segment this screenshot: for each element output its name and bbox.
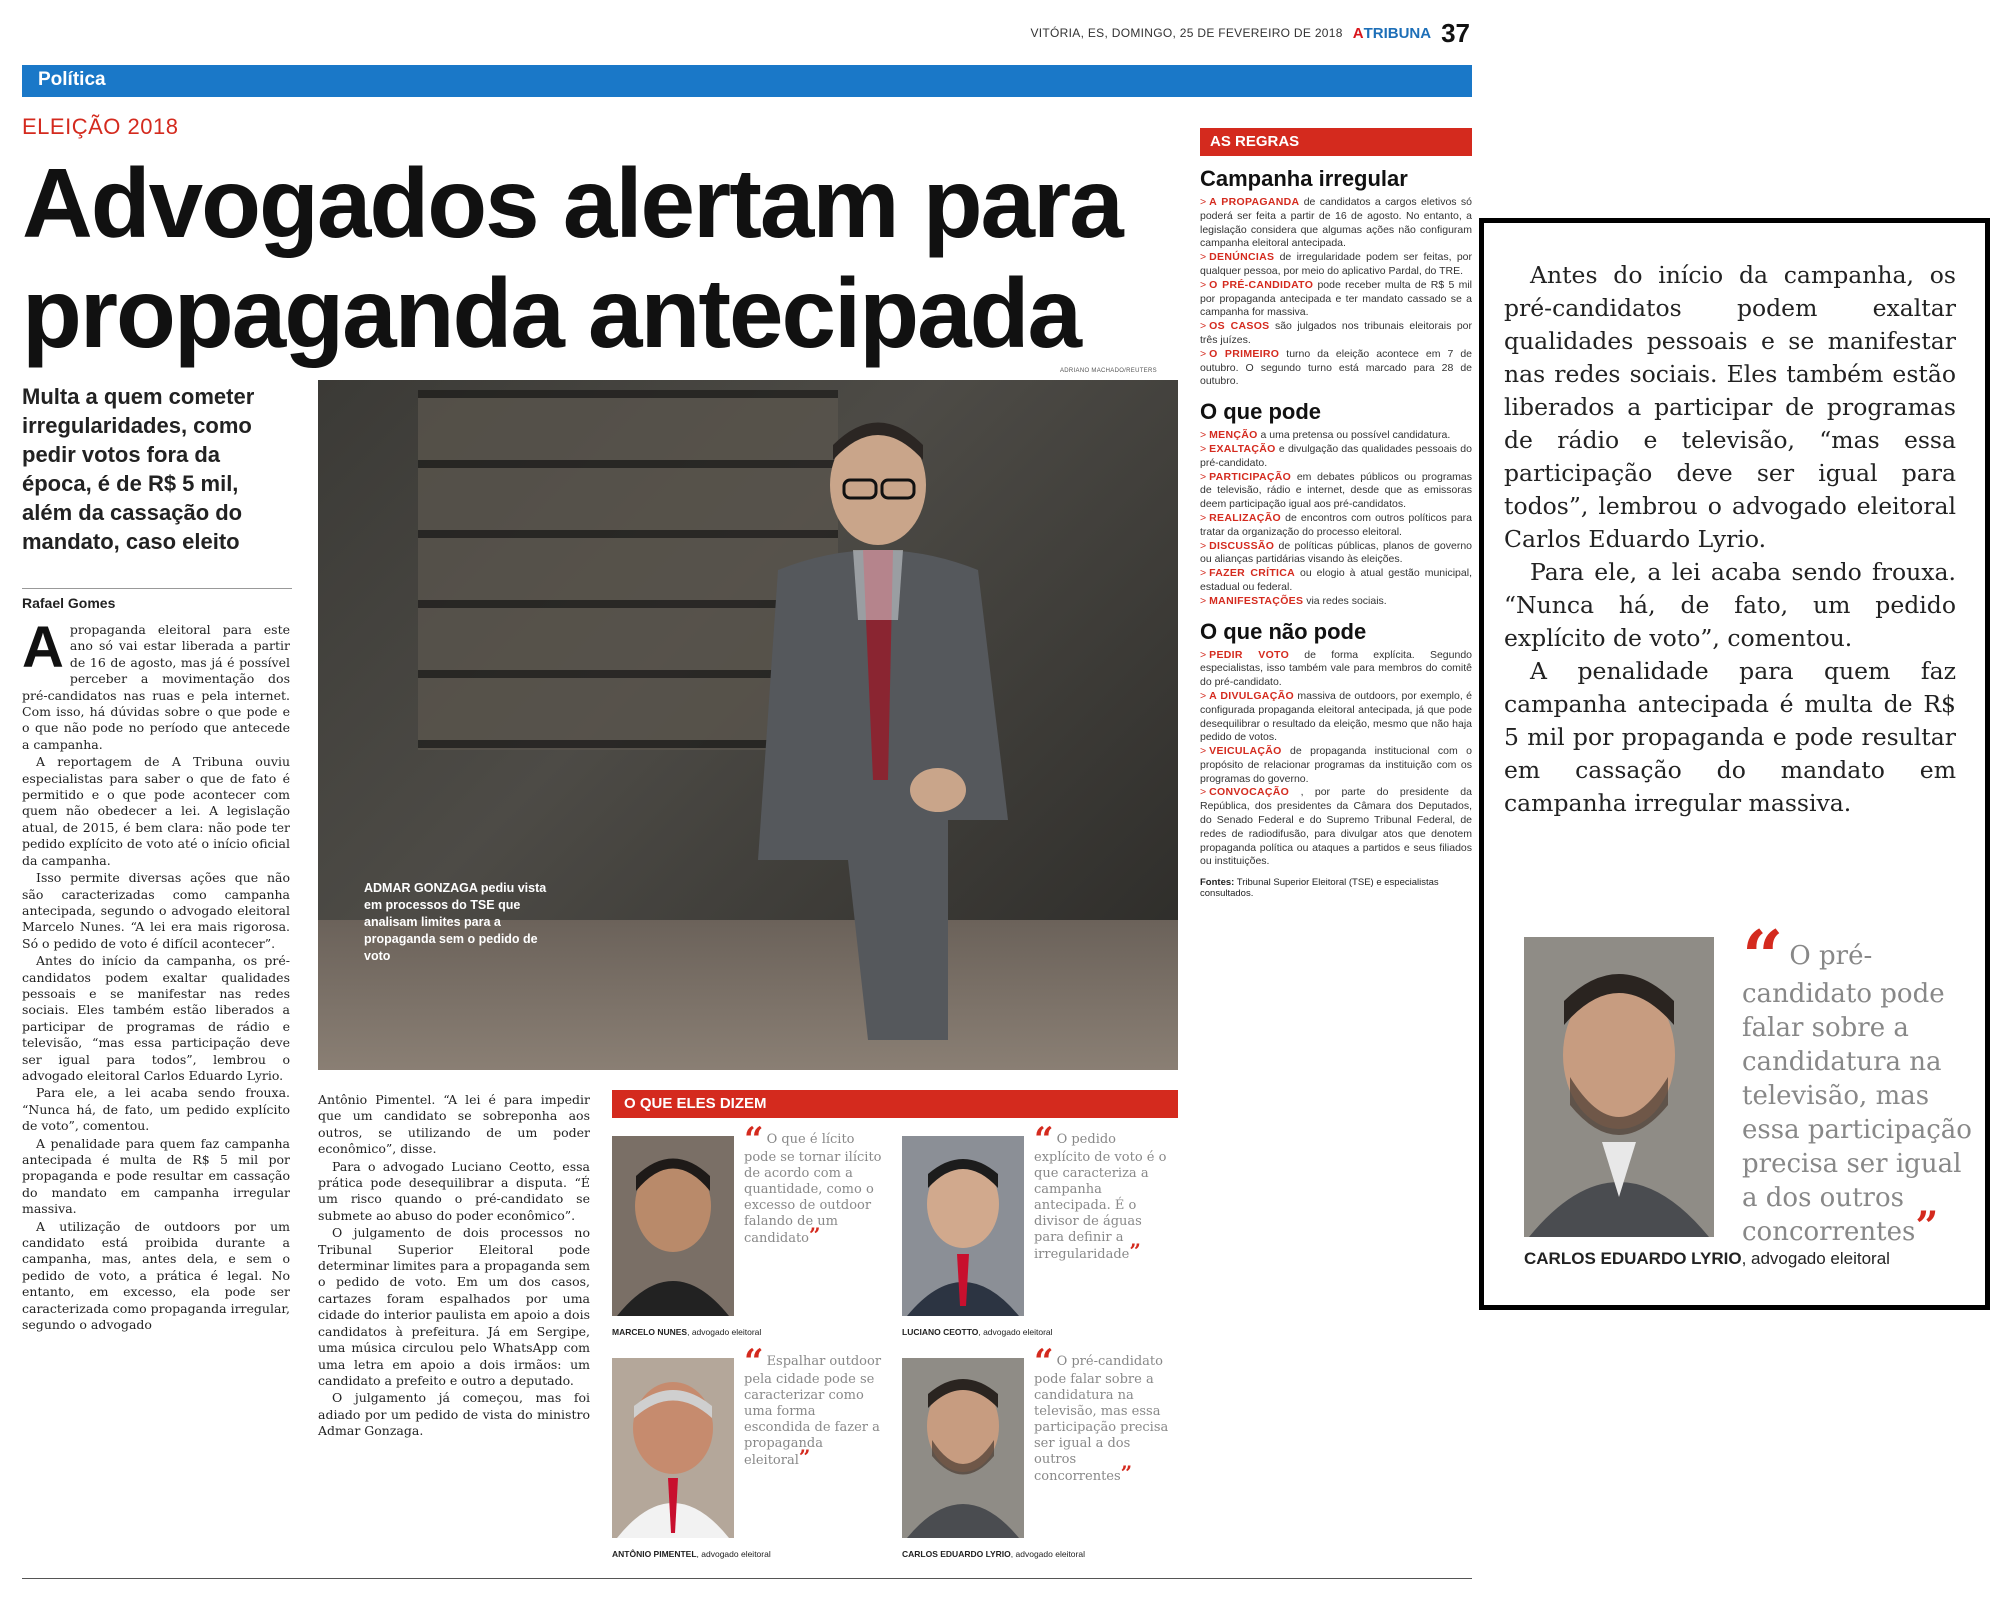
rules-item [1200,471,1472,512]
dropcap: A [22,615,64,680]
rules-list [1200,196,1472,389]
quote-text: “ O pré-candidato pode falar sobre a candidatura na televisão, mas essa participação precisa ser igual a dos outros concorrentes” [1034,1342,1169,1485]
arrow-icon: > [1200,429,1207,442]
zoom-inset [1479,218,1990,1310]
quote-attribution: ANTÔNIO PIMENTEL, advogado eleitoral [612,1549,771,1559]
rules-sidebar [1200,128,1472,899]
rules-keyword: OS CASOS [1209,320,1270,333]
rules-keyword: O PRIMEIRO [1209,347,1280,360]
quote-attribution: MARCELO NUNES, advogado eleitoral [612,1327,762,1337]
rules-keyword: REALIZAÇÃO [1209,511,1281,524]
rules-keyword: EXALTAÇÃO [1209,442,1276,455]
rules-text: turno da eleição acontece em 7 de outubro. O segundo turno está marcado para 28 de outubro. [1200,347,1472,388]
rules-list [1200,649,1472,870]
rules-item [1200,429,1472,443]
portrait-antonio-pimentel [612,1358,734,1538]
arrow-icon: > [1200,594,1207,607]
rules-text: de políticas públicas, planos de governo ou alianças partidárias visando às eleições. [1200,539,1473,566]
arrow-icon: > [1200,689,1207,702]
rules-item [1200,512,1472,540]
article-paragraph: Para o advogado Luciano Ceotto, essa prática pode desequilibrar a disputa. “É um risco quando o pré-candidato se submete ao abuso do poder econômico”. [318,1158,590,1223]
quotes-title-bar [612,1090,1178,1118]
rules-item [1200,540,1472,568]
arrow-icon: > [1200,196,1207,208]
quote-text: “ Espalhar outdoor pela cidade pode se caracterizar como uma forma escondida de fazer a propaganda eleitoral” [744,1342,882,1469]
article-paragraph: O julgamento de dois processos no Tribunal Superior Eleitoral pode determinar limites para a propaganda sem o pedido de voto. Em um dos casos, cartazes foram espalhados por uma cidade do interior paulista em apoio a dois candidatos à prefeitura. Já em Sergipe, uma música circulou pelo WhatsApp com uma letra em apoio a dois irmãos: um candidato a prefeito e outro a deputado. [318,1225,590,1388]
rules-keyword: MANIFESTAÇÕES [1209,594,1304,607]
deck: Multa a quem cometer irregularidades, como pedir votos fora da época, é de R$ 5 mil, além da cassação do mandato, caso eleito [22,384,255,554]
masthead [1010,18,1470,48]
close-quote-icon: ” [1129,1239,1141,1263]
rules-text: a uma pretensa ou possível candidatura. [1260,429,1451,442]
rules-item [1200,690,1472,745]
open-quote-icon: “ [1742,914,1784,999]
arrow-icon: > [1200,347,1207,360]
arrow-icon: > [1200,470,1207,483]
rules-item [1200,595,1472,609]
rules-list [1200,429,1472,608]
open-quote-icon: “ [1034,1120,1054,1160]
zoom-portrait-carlos-eduardo-lyrio [1524,937,1714,1237]
article-paragraph: A utilização de outdoors por um candidato está proibida durante a campanha, mas, antes dela, e sem o pedido de voto, a prática é legal. No entanto, em excesso, ela pode ser caracterizada como propaganda irregular, segundo o advogado [22,1218,290,1333]
rules-section-title: O que pode [1200,399,1321,425]
rules-item [1200,348,1472,389]
rules-keyword: CONVOCAÇÃO [1209,786,1290,799]
article-paragraph: Apropaganda eleitoral para este ano só vai estar liberada a partir de 16 de agosto, mas já é possível perceber a movimentação dos pré-candidatos nas ruas e pela internet. Com isso, há dúvidas sobre o que pode e o que não pode no período que antecede a campanha. [22,615,290,752]
arrow-icon: > [1200,278,1207,291]
rules-item [1200,251,1472,279]
kicker: ELEIÇÃO 2018 [22,114,179,139]
main-photo [318,380,1178,1070]
arrow-icon: > [1200,442,1207,455]
arrow-icon: > [1200,648,1207,661]
zoom-attribution: CARLOS EDUARDO LYRIO, advogado eleitoral [1524,1249,1890,1268]
close-quote-icon: ” [809,1223,821,1247]
rules-keyword: PARTICIPAÇÃO [1209,470,1292,483]
rules-tag: AS REGRAS [1200,128,1472,156]
page-number: 37 [1441,17,1470,48]
rules-item [1200,279,1472,320]
arrow-icon: > [1200,511,1207,524]
rules-text: de propaganda institucional com o propósito de relacionar programas da instituição com os programas do governo. [1200,745,1472,785]
article-paragraph: A penalidade para quem faz campanha antecipada é multa de R$ 5 mil por propaganda e pode resultar em cassação do mandato em campanha irregular massiva. [22,1135,290,1217]
portrait-luciano-ceotto [902,1136,1024,1316]
bottom-rule [22,1578,1472,1579]
rules-keyword: VEICULAÇÃO [1209,745,1282,758]
quote-text: “ O que é lícito pode se tornar ilícito de acordo com a quantidade, como o excesso de outdoor falando de um candidato” [744,1120,882,1247]
arrow-icon: > [1200,539,1207,552]
quote-text: “ O pedido explícito de voto é o que caracteriza a campanha antecipada. É o divisor de águas para definir a irregularidade” [1034,1120,1167,1263]
rules-keyword: DISCUSSÃO [1209,539,1275,552]
arrow-icon: > [1200,567,1207,580]
arrow-icon: > [1200,251,1207,264]
arrow-icon: > [1200,745,1207,758]
rules-text: massiva de outdoors, por exemplo, é configurada propaganda eleitoral antecipada, já que pode desequilibrar o resultado da eleição, mesmo que não haja pedido de votos. [1200,689,1472,744]
article-paragraph: Isso permite diversas ações que não são caracterizadas como campanha antecipada, segundo o advogado eleitoral Marcelo Nunes. “A lei era mais rigorosa. Só o pedido de voto é difícil acontecer”. [22,870,290,951]
rules-section-title: O que não pode [1200,618,1367,644]
person-photo-admar [748,400,1048,1050]
rules-text: via redes sociais. [1306,594,1387,607]
rules-text: de candidatos a cargos eletivos só poderá ser feita a partir de 16 de agosto. No entanto, a legislação considera que algumas ações não configuram campanha eleitoral antecipada. [1200,196,1472,250]
zoom-text [1504,259,1956,820]
headline: Advogados alertam para propaganda antecipada [22,148,1122,368]
rules-keyword: MENÇÃO [1209,429,1258,442]
rules-item [1200,196,1472,251]
quote-attribution: LUCIANO CEOTTO, advogado eleitoral [902,1327,1053,1337]
quotes-box [612,1090,1178,1570]
portrait-carlos-eduardo-lyrio [902,1358,1024,1538]
rules-text: e divulgação das qualidades pessoais do pré-candidato. [1200,442,1472,469]
rules-keyword: PEDIR VOTO [1209,648,1290,661]
rules-sections [1200,166,1472,869]
article-column-2 [318,1092,590,1441]
newspaper-logo: ATRIBUNA [1352,24,1432,42]
rules-text: são julgados nos tribunais eleitorais por três juízes. [1200,320,1473,346]
rules-item [1200,443,1472,471]
zoom-paragraph: Antes do início da campanha, os pré-candidatos podem exaltar qualidades pessoais e se manifestar nas redes sociais. Eles também estão liberados a participar de programas de rádio e televisão, “mas essa participação deve ser igual para todos”, lembrou o advogado eleitoral Carlos Eduardo Lyrio. [1504,261,1956,553]
open-quote-icon: “ [744,1120,764,1160]
article-paragraph: O julgamento já começou, mas foi adiado por um pedido de vista do ministro Admar Gonzaga. [318,1390,590,1439]
quote-card [902,1342,1177,1572]
close-quote-icon: ” [798,1445,811,1469]
section-bar [22,65,1472,97]
rules-text: em debates públicos ou programas de televisão, rádio e internet, desde que as emissoras deem participação igual aos pré-candidatos. [1200,470,1473,511]
zoom-quote: “ O pré-candidato pode falar sobre a candidatura na televisão, mas essa participação precisa ser igual a dos outros concorrentes” [1742,914,1972,1250]
rules-keyword: A PROPAGANDA [1209,196,1300,208]
article-paragraph: Para ele, a lei acaba sendo frouxa. “Nunca há, de fato, um pedido explícito de voto”, comentou. [22,1085,290,1134]
quote-card [612,1342,887,1572]
article-paragraph: Antônio Pimentel. “A lei é para impedir que um candidato se sobreponha aos outros, se utilizando de um poder econômico”, disse. [318,1092,590,1157]
rules-item [1200,786,1472,869]
quote-attribution: CARLOS EDUARDO LYRIO, advogado eleitoral [902,1549,1085,1559]
rules-keyword: FAZER CRÍTICA [1209,567,1296,580]
open-quote-icon: “ [744,1342,764,1382]
article-column-1 [22,615,290,1334]
rules-text: de encontros com outros políticos para tratar da organização do processo eleitoral. [1200,511,1473,538]
rules-item [1200,745,1472,786]
rules-text: de irregularidade podem ser feitas, por qualquer pessoa, por meio do aplicativo Pardal, do TRE. [1200,251,1472,277]
article-paragraph: Antes do início da campanha, os pré-candidatos podem exaltar qualidades pessoais e se manifestar nas redes sociais. Eles também estão liberados a participar de programas de rádio e televisão, “mas essa participação deve ser igual para todos”, lembrou o advogado eleitoral Carlos Eduardo Lyrio. [22,953,290,1083]
rules-section-title: Campanha irregular [1200,166,1408,191]
rules-keyword: A DIVULGAÇÃO [1209,689,1294,702]
zoom-paragraph: Para ele, a lei acaba sendo frouxa. “Nunca há, de fato, um pedido explícito de voto”, comentou. [1504,558,1956,652]
rules-keyword: O PRÉ-CANDIDATO [1209,278,1314,291]
sources: Fontes: Tribunal Superior Eleitoral (TSE) e especialistas consultados. [1200,877,1439,900]
rules-text: pode receber multa de R$ 5 mil por propaganda antecipada e ter mandato cassado se a campanha for massiva. [1200,278,1472,319]
quotes-title: O QUE ELES DIZEM [624,1095,767,1112]
rules-keyword: DENÚNCIAS [1209,251,1275,264]
quote-card [612,1120,887,1350]
arrow-icon: > [1200,320,1207,333]
zoom-paragraph: A penalidade para quem faz campanha antecipada é multa de R$ 5 mil por propaganda e pode resultar em cassação do mandato em campanha irregular massiva. [1504,657,1956,817]
rules-text: , por parte do presidente da República, dos presidentes da Câmara dos Deputados, do Senado Federal e do Supremo Tribunal Federal, de redes de radiodifusão, para divulgar atos que denotem propaganda política ou ataques a partidos e seus filiados ou instituições. [1200,786,1472,868]
rules-item [1200,567,1472,595]
rules-text: ou elogio à atual gestão municipal, estadual ou federal. [1200,567,1472,593]
close-quote-icon: ” [1915,1203,1939,1250]
close-quote-icon: ” [1120,1461,1133,1485]
rules-text: de forma explícita. Segundo especialistas, isso também vale para membros do comitê do pré-candidato. [1200,648,1472,689]
article-paragraph: A reportagem de A Tribuna ouviu especialistas para saber o que de fato é permitido e o que pode acontecer com quem não obedecer a lei. A legislação atual, de 2015, é bem clara: não pode ter pedido explícito de voto até o início oficial da campanha. [22,754,290,868]
photo-caption: ADMAR GONZAGA pediu vista em processos do TSE que analisam limites para a propaganda sem o pedido de voto [364,881,547,963]
section-label: Política [38,69,106,90]
issue-date: VITÓRIA, ES, DOMINGO, 25 DE FEVEREIRO DE 2018 [1030,26,1343,40]
quote-card [902,1120,1177,1350]
byline: Rafael Gomes [22,588,292,611]
open-quote-icon: “ [1034,1342,1054,1382]
arrow-icon: > [1200,786,1207,799]
rules-item [1200,320,1472,348]
portrait-marcelo-nunes [612,1136,734,1316]
rules-item [1200,649,1472,690]
photo-credit: ADRIANO MACHADO/REUTERS [1060,368,1157,374]
